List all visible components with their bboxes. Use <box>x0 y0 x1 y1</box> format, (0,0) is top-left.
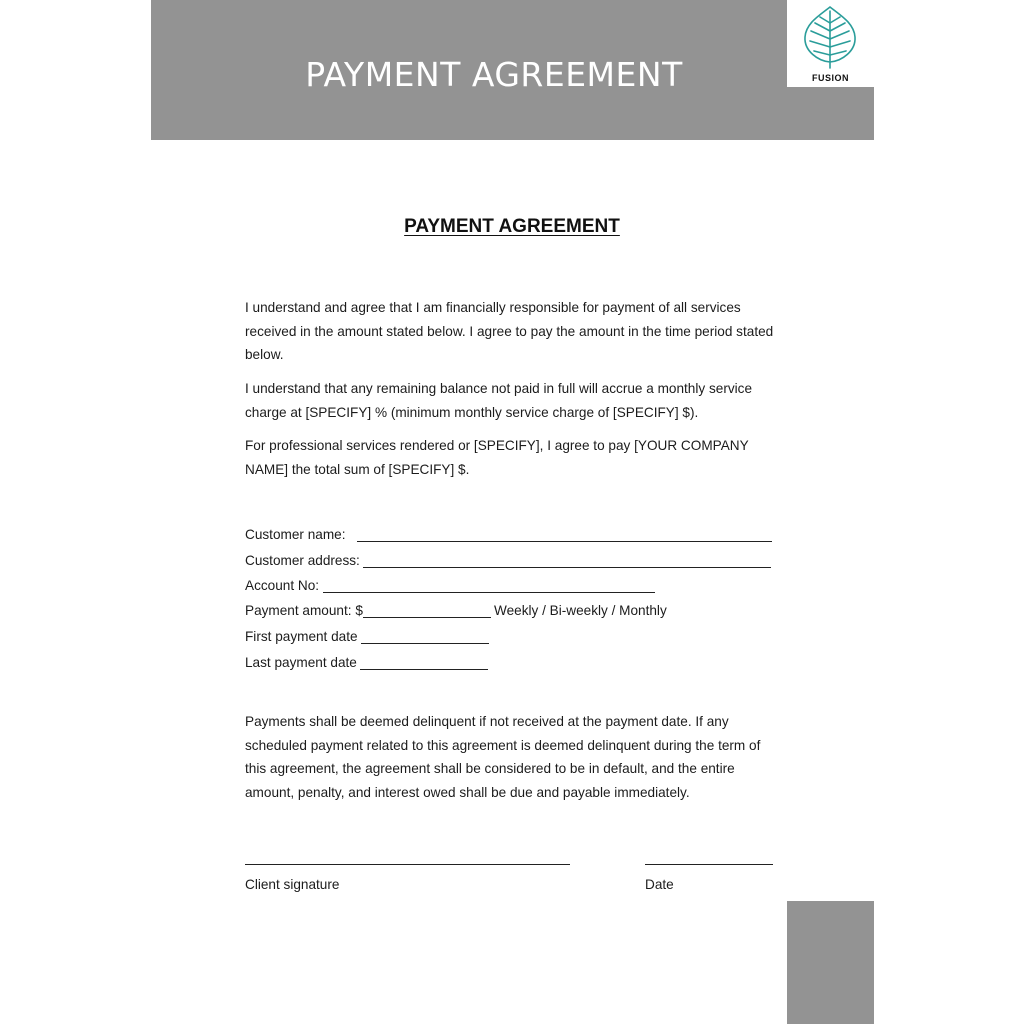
customer-address-line[interactable] <box>363 567 771 568</box>
client-signature-line[interactable] <box>245 864 570 865</box>
first-payment-date-line[interactable] <box>361 643 489 644</box>
document-title-text: PAYMENT AGREEMENT <box>404 216 620 237</box>
account-no-label: Account No: <box>245 578 320 593</box>
payment-amount-line[interactable] <box>363 617 491 618</box>
header-title: PAYMENT AGREEMENT <box>305 55 683 94</box>
last-payment-date-label: Last payment date <box>245 655 357 670</box>
document-title <box>151 214 873 240</box>
first-payment-date-label: First payment date <box>245 629 358 644</box>
logo <box>787 0 874 87</box>
corner-block <box>787 901 874 1024</box>
account-no-line[interactable] <box>323 592 655 593</box>
customer-address-label: Customer address: <box>245 553 360 568</box>
leaf-icon <box>802 5 858 69</box>
paragraph-delinquency: Payments shall be deemed delinquent if not received at the payment date. If any scheduled payment related to this agreement is deemed delinquent during the term of this agreement, the agreement shall be considered to be in default, and the entire amount, penalty, and interest owed shall be due and payable immediately. <box>245 714 761 800</box>
date-label: Date <box>645 877 674 892</box>
date-line[interactable] <box>645 864 773 865</box>
payment-amount-label: Payment amount: $ <box>245 603 363 618</box>
last-payment-date-line[interactable] <box>360 669 488 670</box>
customer-name-line[interactable] <box>357 541 772 542</box>
client-signature-label: Client signature <box>245 877 340 892</box>
paragraph-total-sum: For professional services rendered or [SPECIFY], I agree to pay [YOUR COMPANY NAME] the total sum of [SPECIFY] $. <box>245 438 749 477</box>
payment-frequency: Weekly / Bi-weekly / Monthly <box>494 603 667 618</box>
customer-name-label: Customer name: <box>245 527 346 542</box>
logo-text: FUSION <box>811 73 849 83</box>
paragraph-service-charge: I understand that any remaining balance not paid in full will accrue a monthly service charge at [SPECIFY] % (minimum monthly service charge of [SPECIFY] $). <box>245 381 753 420</box>
paragraph-responsibility: I understand and agree that I am financially responsible for payment of all services received in the amount stated below. I agree to pay the amount in the time period stated below. <box>245 300 774 362</box>
